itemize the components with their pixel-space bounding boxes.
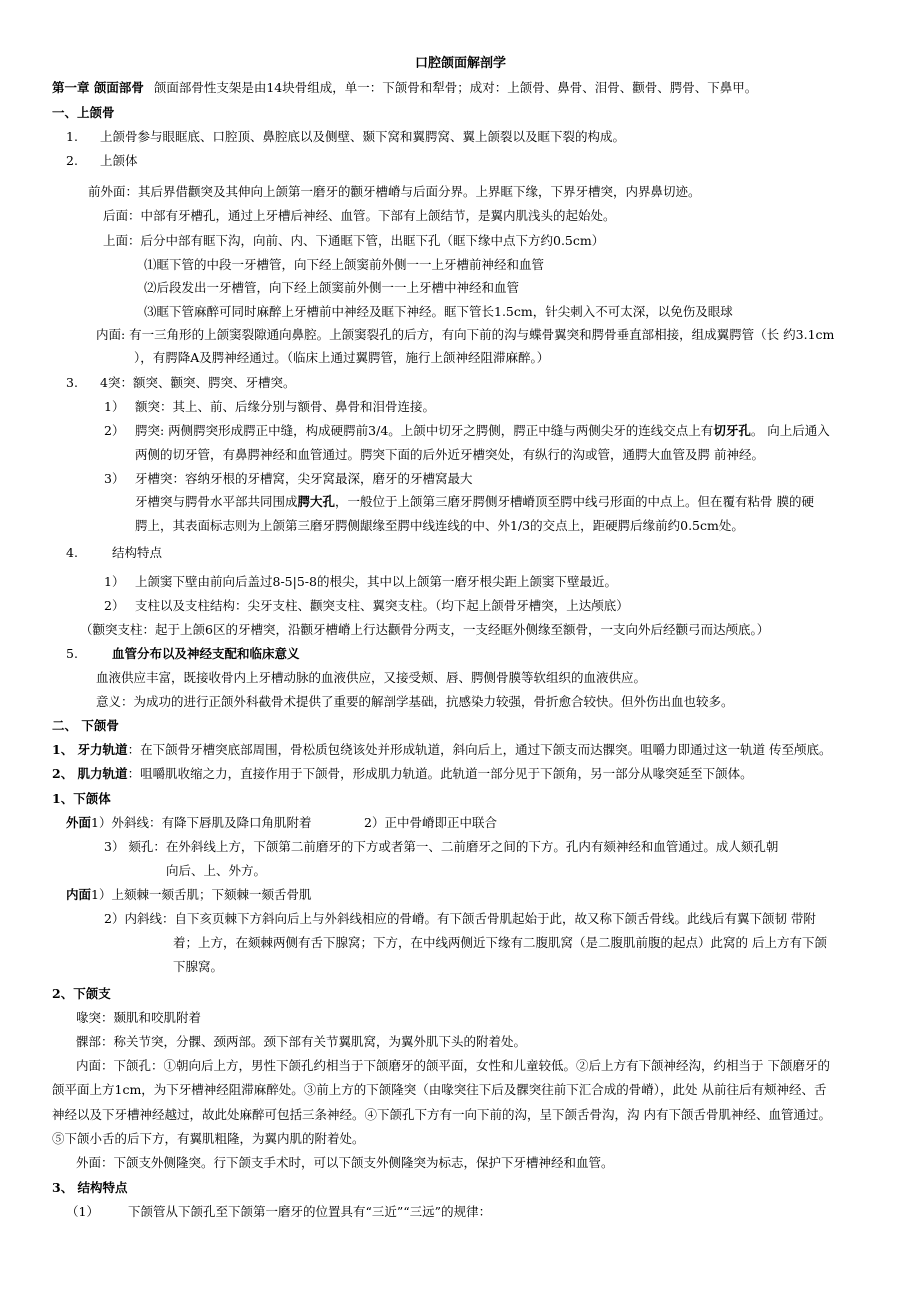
- item-2-text: 上颌体: [100, 153, 138, 168]
- process-1-number: 1）: [104, 399, 125, 414]
- incisive-foramen-term: 切牙孔: [713, 423, 751, 438]
- inner-surface-line-1: 内面: 有一三角形的上颌窦裂隙通向鼻腔。上颌窦裂孔的后方，有向下前的沟与蝶骨翼突和腭骨垂直部相接，组成翼腭管（长 约3.1cm: [96, 327, 835, 342]
- canal-text: 下颌管从下颌孔至下颌第一磨牙的位置具有“三近”“三远”的规律：: [128, 1204, 492, 1219]
- document-title: 口腔颌面解剖学: [415, 56, 507, 71]
- clinical-meaning-text: 意义：为成功的进行正颌外科截骨术提供了重要的解剖学基础，抗感染力较强，骨折愈合较快。但外伤出血也较多。: [96, 694, 734, 709]
- item-1-number: 1.: [66, 129, 78, 144]
- structure-heading: 3、 结构特点: [52, 1180, 128, 1195]
- process-3-text-b: ，一般位于上颌第三磨牙腭侧牙槽嵴顶至腭中线弓形面的中点上。但在覆有粘骨 膜的硬: [335, 494, 815, 509]
- front-surface: 前外面：其后界借颧突及其伸向上颌第一磨牙的颧牙槽嵴与后面分界。上界眶下缘，下界牙槽突，内界鼻切迹。: [88, 184, 701, 199]
- chapter-line: [52, 80, 757, 96]
- ramus-heading: 2、下颌支: [52, 986, 111, 1001]
- process-2-line-2: 两侧的切牙管，有鼻腭神经和血管通过。腭突下面的后外近牙槽突处，有纵行的沟或管，通腭大血管及腭 前神经。: [135, 447, 764, 462]
- section-maxilla-heading: 一、上颌骨: [52, 105, 115, 120]
- coronoid-text: 喙突：颞肌和咬肌附着: [76, 1010, 202, 1025]
- item-1-text: 上颌骨参与眼眶底、口腔顶、鼻腔底以及侧壁、颞下窝和翼腭窝、翼上颌裂以及眶下裂的构成。: [100, 129, 626, 144]
- external-oblique-line: 1）外斜线：有降下唇肌及降口角肌附着: [91, 815, 312, 830]
- outer-surface-line-1: [66, 815, 311, 831]
- process-2-text-a: 腭突: 两侧腭突形成腭正中缝，构成硬腭前3/4。上颌中切牙之腭侧，腭正中缝与两侧尖牙的连线交点上有: [135, 423, 714, 438]
- upper-surface-sub-2: ⑵后段发出一牙槽管，向下经上颌窦前外侧一一上牙槽中神经和血管: [144, 280, 520, 295]
- process-3-line-3: 腭上，其表面标志则为上颌第三磨牙腭侧龈缘至腭中线连线的中、外1/3的交点上，距硬腭后缘前约0.5cm处。: [135, 518, 744, 533]
- mandibular-foramen-line-2: 颌平面上方1cm，为下牙槽神经阻滞麻醉处。③前上方的下颌隆突（由喙突往下后及髁突往前下汇合成的骨嵴），此处 从前往后有颊神经、舌: [52, 1082, 827, 1097]
- tooth-force-text: ：在下颌骨牙槽突底部周围，骨松质包绕该处并形成轨道，斜向后上，通过下颌支而达髁突。咀嚼力即通过这一轨道 传至颅底。: [127, 742, 832, 757]
- item-5-text: 血管分布以及神经支配和临床意义: [112, 646, 300, 661]
- item-2-number: 2.: [66, 153, 78, 168]
- item-4-number: 4.: [66, 545, 78, 560]
- blood-supply-text: 血液供应丰富，既接收骨内上牙槽动脉的血液供应，又接受颊、唇、腭侧骨膜等软组织的血液供应。: [96, 670, 647, 685]
- muscle-force-text: ：咀嚼肌收缩之力，直接作用于下颌骨，形成肌力轨道。此轨道一部分见于下颌角，另一部分从喙突延至下颌体。: [127, 766, 753, 781]
- back-surface: 后面：中部有牙槽孔，通过上牙槽后神经、血管。下部有上颌结节，是翼内肌浅头的起始处。: [103, 208, 616, 223]
- canal-number: （1）: [66, 1204, 99, 1219]
- muscle-force-label: 2、 肌力轨道: [52, 766, 128, 781]
- condyle-text: 髁部：称关节突，分髁、颈两部。颈下部有关节翼肌窝，为翼外肌下头的附着处。: [76, 1034, 527, 1049]
- feature-2-number: 2）: [104, 598, 125, 613]
- inner-surface-line-2: ），有腭降A及腭神经通过。（临床上通过翼腭管，施行上颌神经阻滞麻醉。）: [134, 350, 550, 365]
- item-4-text: 结构特点: [112, 545, 163, 560]
- upper-surface-sub-3: ⑶眶下管麻醉可同时麻醉上牙槽前中神经及眶下神经。眶下管长1.5cm，针尖刺入不可太深，以免伤及眼球: [144, 304, 733, 319]
- process-2-line-1: [135, 423, 830, 439]
- mental-foramen-line-2: 向后、上、外方。: [166, 863, 267, 878]
- mylohyoid-line-3: 下腺窝。: [173, 959, 224, 974]
- median-ridge-text: 2）正中骨嵴即正中联合: [364, 815, 497, 830]
- process-2-number: 2）: [104, 423, 125, 438]
- mandibular-foramen-line-1: 内面：下颌孔：①朝向后上方，男性下颌孔约相当于下颌磨牙的颌平面，女性和儿童较低。②后上方有下颌神经沟，约相当于 下颌磨牙的: [76, 1058, 830, 1073]
- chapter-intro: 颌面部骨性支架是由14块骨组成，单一：下颌骨和犁骨；成对：上颌骨、鼻骨、泪骨、颧骨、腭骨、下鼻甲。: [153, 80, 758, 95]
- feature-2-text: 支柱以及支柱结构：尖牙支柱、颧突支柱、翼突支柱。（均下起上颌骨牙槽突，上达颅底）: [135, 598, 629, 613]
- tooth-force-trajectory: [52, 742, 832, 758]
- feature-1-text: 上颌窦下壁由前向后盖过8-5|5-8的根尖，其中以上颌第一磨牙根尖距上颌窦下壁最近。: [135, 574, 617, 589]
- muscle-force-trajectory: [52, 766, 753, 782]
- chapter-heading: 第一章 颌面部骨: [52, 80, 144, 95]
- feature-1-number: 1）: [104, 574, 125, 589]
- greater-palatine-foramen-term: 腭大孔: [297, 494, 336, 509]
- tooth-force-label: 1、 牙力轨道: [52, 742, 128, 757]
- process-3-line-2: [135, 494, 814, 510]
- zygomatic-buttress-note: （颧突支柱：起于上颌6区的牙槽突，沿颧牙槽嵴上行达颧骨分两支，一支经眶外侧缘至额骨，一支向外后经颧弓而达颅底。）: [80, 622, 770, 637]
- item-5-number: 5.: [66, 646, 78, 661]
- upper-surface-sub-1: ⑴眶下管的中段一牙槽管，向下经上颌窦前外侧一一上牙槽前神经和血管: [144, 257, 545, 272]
- mandible-body-heading: 1、下颌体: [52, 791, 111, 806]
- inner-mandible-line-1: [66, 887, 311, 903]
- outer-surface-label: 外面: [66, 815, 92, 830]
- mylohyoid-line-2: 着；上方，在颏棘两侧有舌下腺窝；下方，在中线两侧近下缘有二腹肌窝（是二腹肌前腹的起点）此窝的 后上方有下颌: [173, 935, 827, 950]
- mandibular-foramen-line-3: 神经以及下牙槽神经越过，故此处麻醉可包括三条神经。④下颌孔下方有一向下前的沟，呈下颌舌骨沟，沟 内有下颌舌骨肌神经、血管通过。: [52, 1107, 831, 1122]
- outer-ramus-text: 外面：下颌支外侧隆突。行下颌支手术时，可以下颌支外侧隆突为标志，保护下牙槽神经和血管。: [76, 1155, 614, 1170]
- section-mandible-heading: 二、 下颌骨: [52, 718, 119, 733]
- process-2-text-b: 。 向上后通入: [750, 423, 830, 438]
- process-3-number: 3）: [104, 471, 125, 486]
- mylohyoid-line-1: 2）内斜线：自下亥页棘下方斜向后上与外斜线相应的骨嵴。有下颌舌骨肌起始于此，故又称下颌舌骨线。此线后有翼下颌韧 带附: [104, 911, 816, 926]
- mental-foramen-line-1: 3） 颏孔：在外斜线上方，下颌第二前磨牙的下方或者第一、二前磨牙之间的下方。孔内有颏神经和血管通过。成人颏孔朝: [104, 839, 779, 854]
- genial-tubercles-text: 1）上颏棘一颏舌肌；下颏棘一颏舌骨肌: [91, 887, 312, 902]
- item-3-number: 3.: [66, 375, 78, 390]
- upper-surface: 上面：后分中部有眶下沟，向前、内、下通眶下管，出眶下孔（眶下缘中点下方约0.5cm）: [103, 233, 605, 248]
- process-3-text-a: 牙槽突与腭骨水平部共同围成: [135, 494, 298, 509]
- item-3-text: 4突：额突、颧突、腭突、牙槽突。: [100, 375, 296, 390]
- process-1-text: 额突：其上、前、后缘分别与额骨、鼻骨和泪骨连接。: [135, 399, 436, 414]
- inner-surface-label: 内面: [66, 887, 92, 902]
- mandibular-foramen-line-4: ⑤下颌小舌的后下方，有翼肌粗隆，为翼内肌的附着处。: [52, 1131, 365, 1146]
- process-3-text: 牙槽突：容纳牙根的牙槽窝，尖牙窝最深，磨牙的牙槽窝最大: [135, 471, 473, 486]
